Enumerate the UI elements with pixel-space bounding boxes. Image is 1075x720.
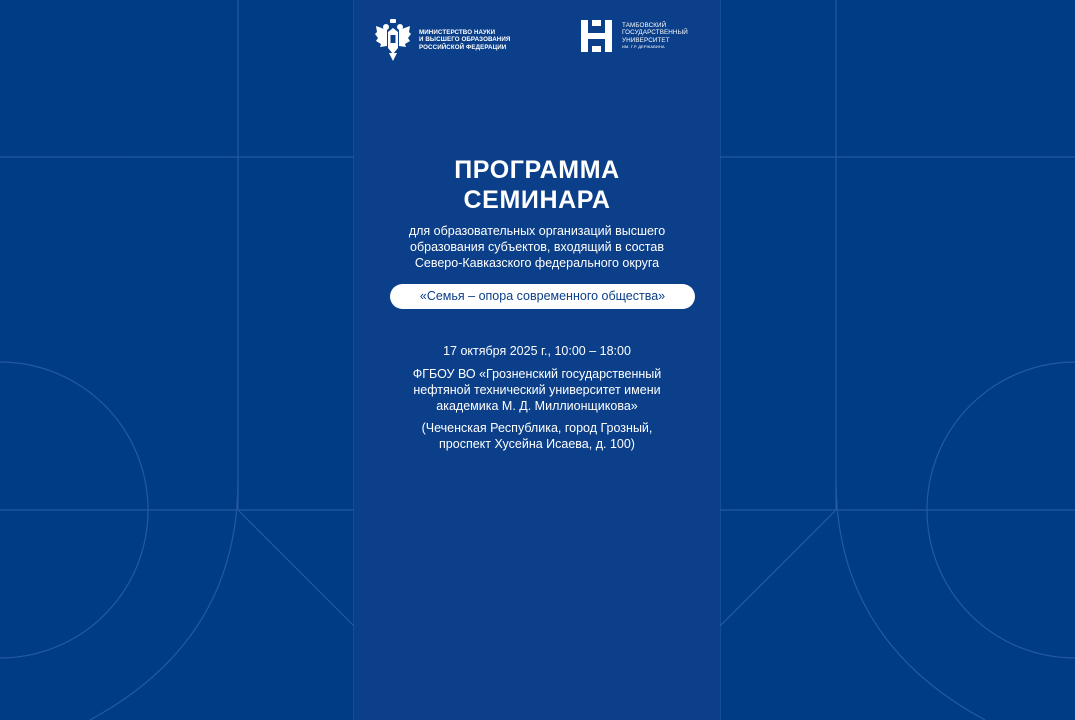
header-logos <box>374 18 714 62</box>
organization-line: нефтяной технический университет имени <box>413 383 661 397</box>
address-line: (Чеченская Республика, город Грозный, <box>421 421 653 435</box>
double-headed-eagle-icon <box>374 18 412 62</box>
university-name <box>622 22 688 50</box>
subtitle-line: образования субъектов, входящий в состав <box>410 240 664 254</box>
subtitle-line: Северо-Кавказского федерального округа <box>414 256 660 270</box>
center-panel <box>354 0 720 720</box>
ministry-name <box>419 29 534 52</box>
host-organization <box>354 366 720 414</box>
university-line: УНИВЕРСИТЕТ <box>622 36 670 44</box>
seminar-theme-badge: «Семья – опора современного общества» <box>390 284 695 309</box>
seminar-date: 17 октября 2025 г., 10:00 – 18:00 <box>443 344 631 358</box>
university-small-line: ИМ. Г.Р. ДЕРЖАВИНА <box>622 43 665 49</box>
title-line-1: ПРОГРАММА <box>454 156 620 184</box>
ministry-line: МИНИСТЕРСТВО НАУКИ <box>419 28 496 36</box>
venue-address <box>354 420 720 452</box>
organization-line: ФГБОУ ВО «Грозненский государственный <box>412 367 662 381</box>
university-logo <box>581 20 688 52</box>
ministry-logo <box>374 18 534 62</box>
seminar-audience <box>354 223 720 271</box>
ministry-line: И ВЫСШЕГО ОБРАЗОВАНИЯ <box>419 36 511 44</box>
university-line: ГОСУДАРСТВЕННЫЙ <box>622 29 688 37</box>
subtitle-line: для образовательных организаций высшего <box>408 224 666 238</box>
program-title <box>354 155 720 215</box>
tsu-logo-icon <box>581 20 612 52</box>
address-line: проспект Хусейна Исаева, д. 100) <box>439 437 635 451</box>
organization-line: академика М. Д. Миллионщикова» <box>436 399 638 413</box>
university-line: ТАМБОВСКИЙ <box>622 22 667 30</box>
title-line-2: СЕМИНАРА <box>463 186 611 214</box>
ministry-line: РОССИЙСКОЙ ФЕДЕРАЦИИ <box>419 43 507 51</box>
